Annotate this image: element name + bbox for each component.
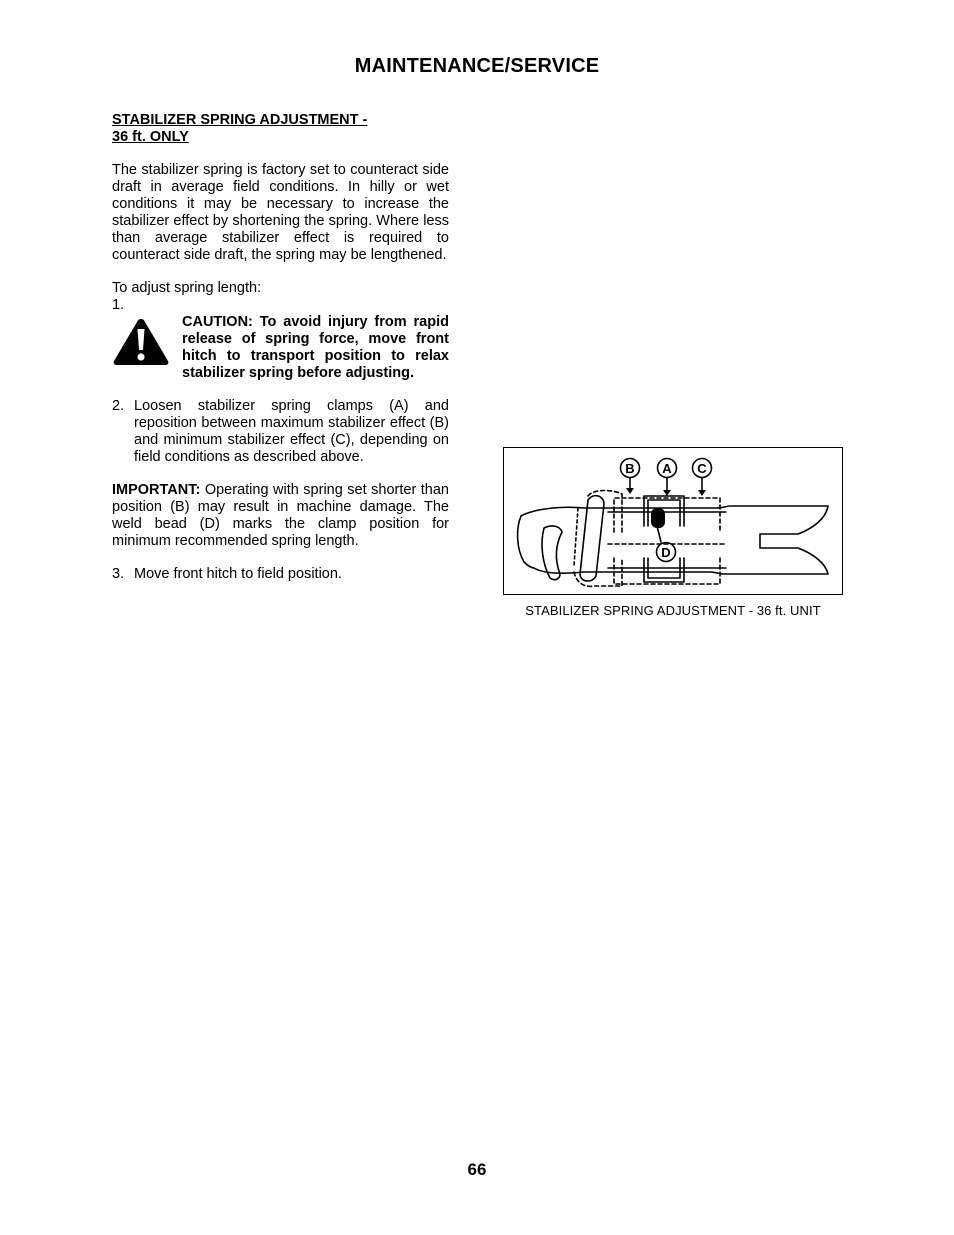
- step-3-text: Move front hitch to field position.: [134, 566, 342, 582]
- figure-caption: STABILIZER SPRING ADJUSTMENT - 36 ft. UNIT: [525, 603, 821, 618]
- page-title: MAINTENANCE/SERVICE: [354, 55, 600, 77]
- step-1-number: 1.: [112, 297, 125, 313]
- content-column: [112, 112, 449, 583]
- intro-paragraph: The stabilizer spring is factory set to counteract side draft in average field conditions. In hilly or wet conditions it may be necessary to increase the stabilizer effect by shortening the spring. Where less than average stabilizer effect is required to counteract side draft, the spring may be lengthened.: [112, 162, 449, 263]
- section-title-line-1: STABILIZER SPRING ADJUSTMENT -: [112, 112, 368, 128]
- section-title: [112, 112, 449, 146]
- weld-bead: [651, 508, 665, 528]
- rod-outline: [521, 506, 828, 574]
- step-2: [112, 398, 449, 466]
- clamp-c-outline: [614, 498, 720, 532]
- label-d: D: [661, 545, 671, 560]
- label-b: B: [625, 461, 635, 476]
- step-2-text: Loosen stabilizer spring clamps (A) and reposition between maximum stabilizer effect (B) and minimum stabilizer effect (C), depending on field conditions as described above.: [134, 398, 449, 465]
- important-label: IMPORTANT:: [112, 482, 201, 498]
- warning-triangle-icon: [112, 317, 170, 367]
- spring-adjustment-figure: [503, 447, 843, 595]
- step-3: [112, 566, 449, 583]
- important-text: Operating with spring set shorter than position (B) may result in machine damage. The weld bead (D) marks the clamp position for minimum recommended spring length.: [112, 482, 449, 549]
- step-3-number: 3.: [112, 566, 125, 582]
- step-2-number: 2.: [112, 398, 125, 414]
- label-a: A: [662, 461, 672, 476]
- rod-break: [518, 516, 534, 568]
- spring-diagram: [504, 448, 842, 594]
- page-number: 66: [467, 1160, 487, 1179]
- caution-text: CAUTION: To avoid injury from rapid release of spring force, move front hitch to transport position to relax stabilizer spring before adjusting.: [182, 314, 449, 381]
- important-note: [112, 482, 449, 550]
- caution-block: [112, 314, 449, 382]
- section-title-line-2: 36 ft. ONLY: [112, 129, 189, 145]
- adjust-intro: To adjust spring length:: [112, 280, 262, 296]
- label-c: C: [697, 461, 707, 476]
